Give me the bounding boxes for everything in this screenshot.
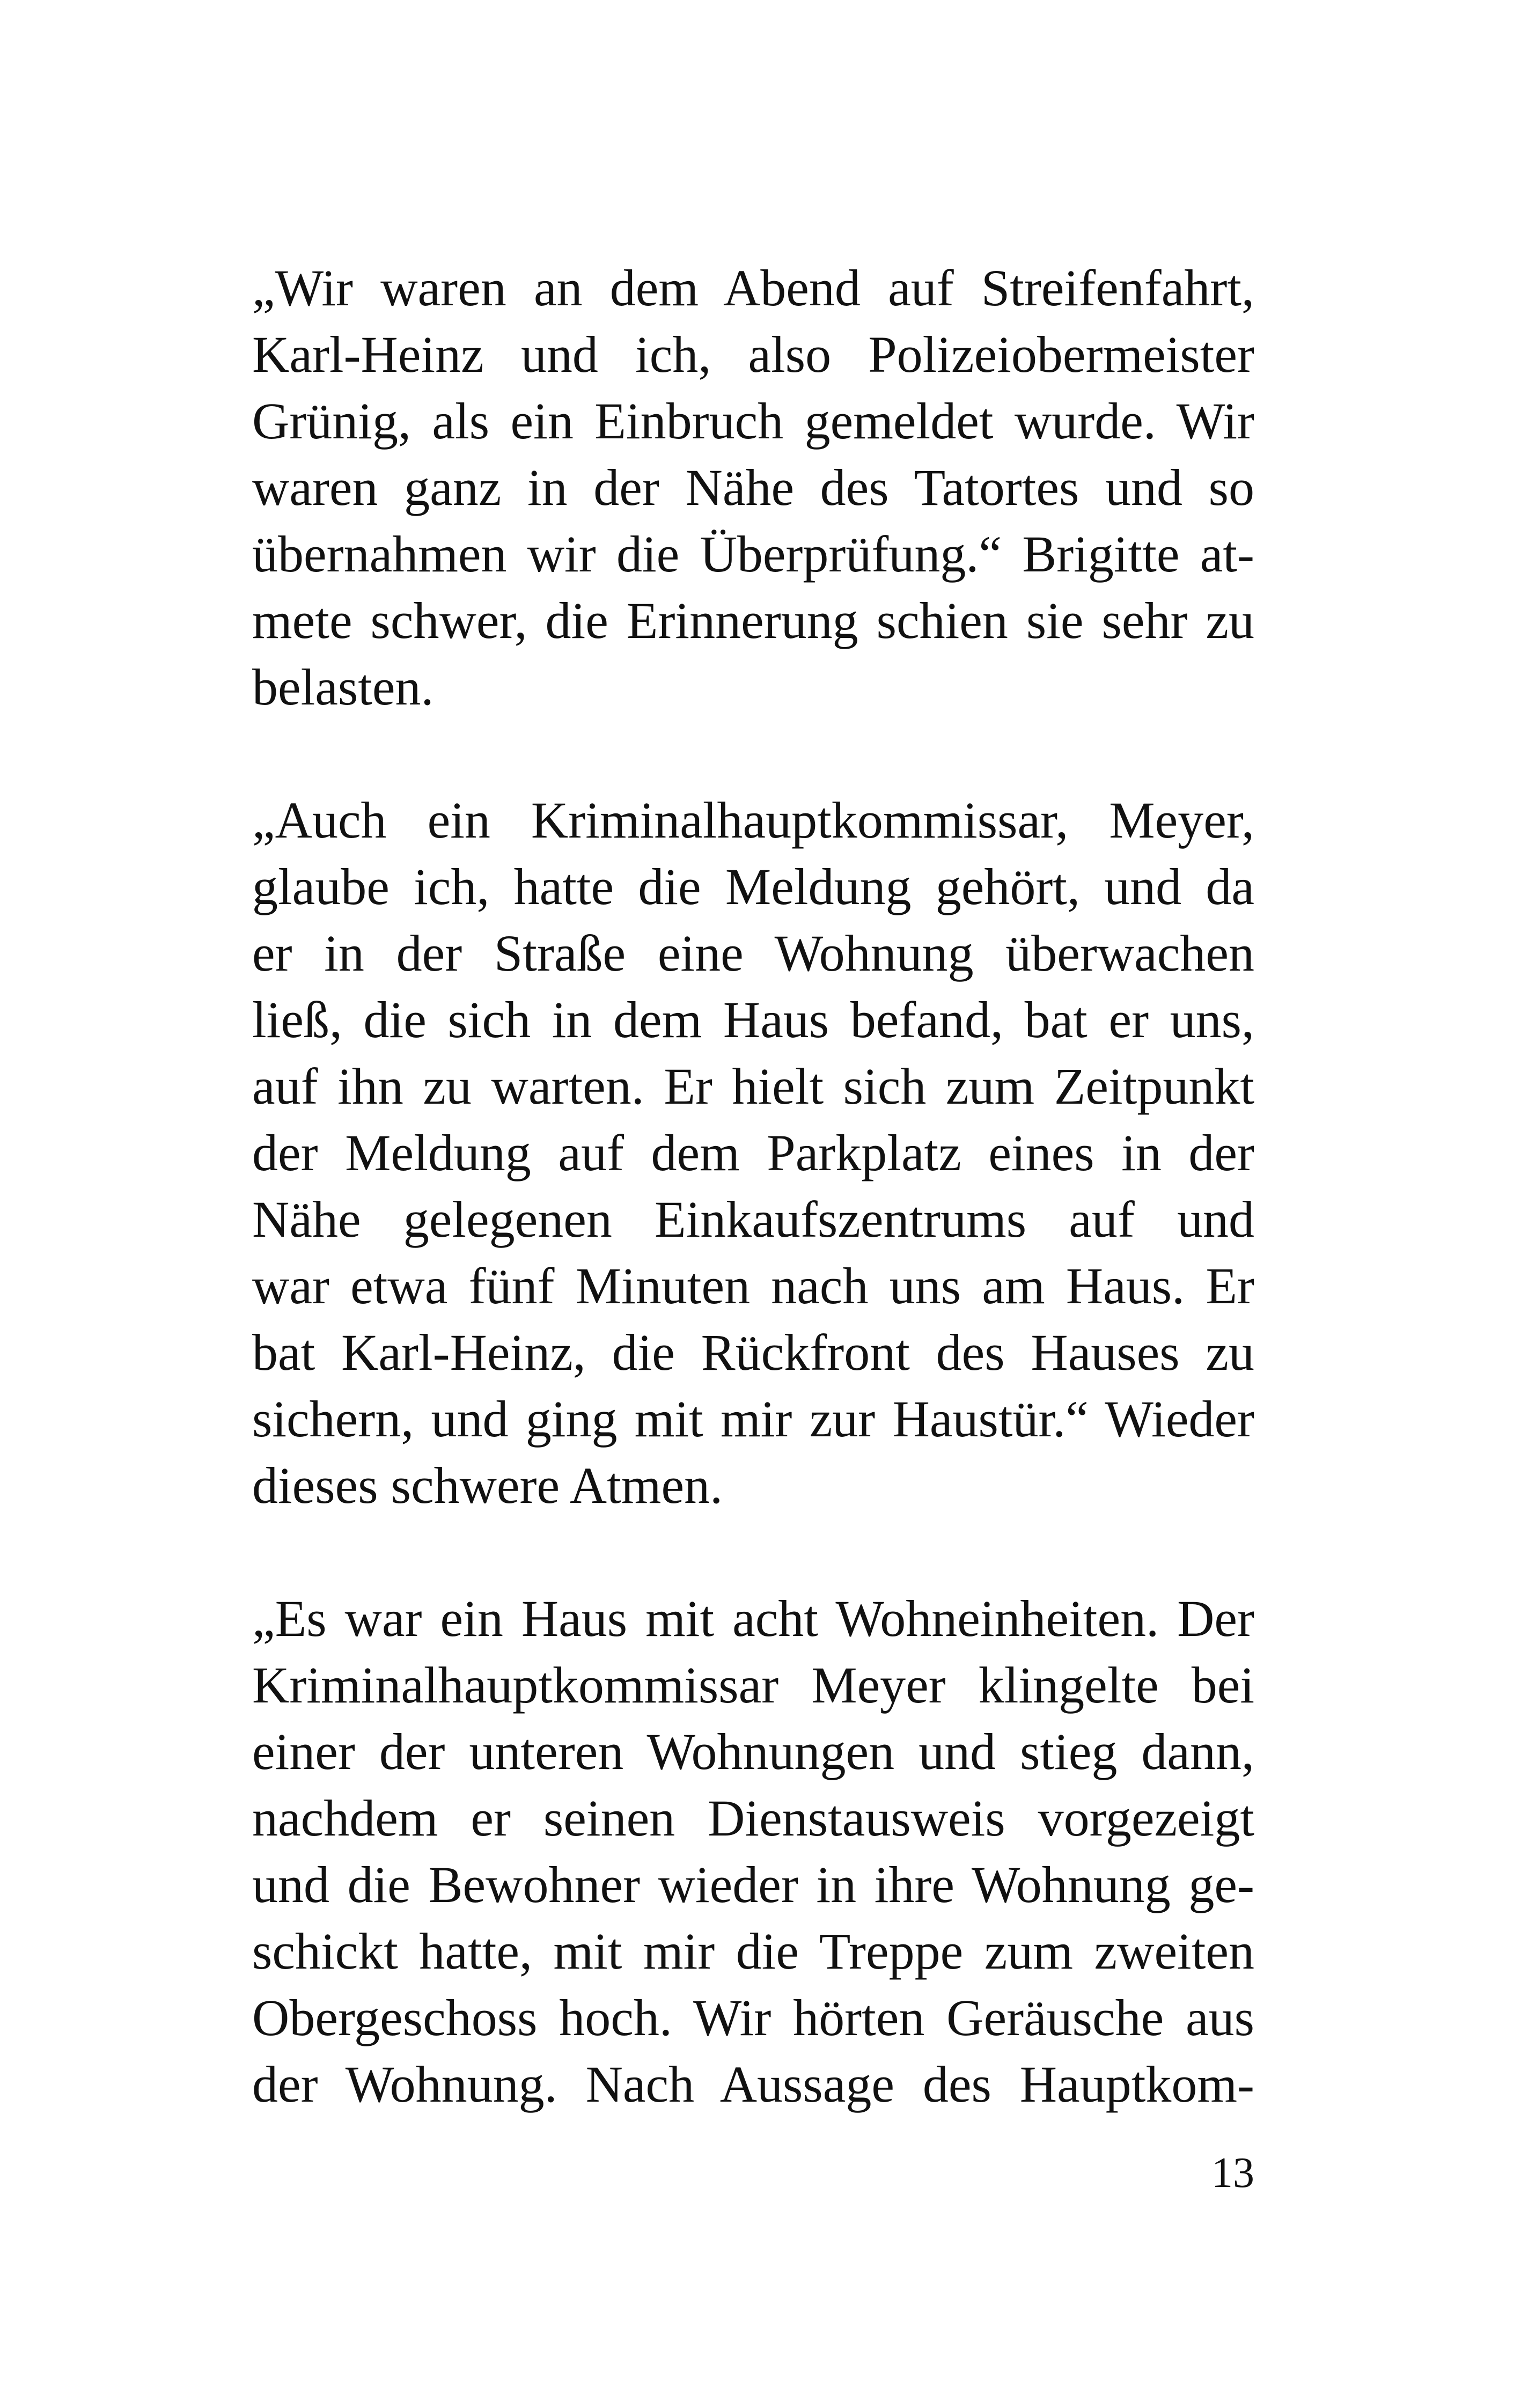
text-line: mete schwer, die Erinnerung schien sie sehr zu	[252, 592, 1254, 649]
text-line: Kriminalhauptkommissar Meyer klingelte bei	[252, 1656, 1254, 1714]
text-line: ließ, die sich in dem Haus befand, bat er uns,	[252, 991, 1254, 1048]
text-line: der Wohnung. Nach Aussage des Hauptkom-	[252, 2055, 1254, 2113]
text-line: er in der Straße eine Wohnung überwachen	[252, 924, 1254, 982]
paragraph-3	[252, 1585, 1254, 2118]
text-line: bat Karl-Heinz, die Rückfront des Hauses zu	[252, 1324, 1254, 1381]
paragraph-1	[252, 255, 1254, 721]
book-page-body	[252, 255, 1254, 2165]
text-line: „Wir waren an dem Abend auf Streifenfahrt,	[252, 259, 1254, 317]
page-number: 13	[1211, 2149, 1254, 2197]
text-line: Grünig, als ein Einbruch gemeldet wurde. Wir	[252, 392, 1254, 450]
text-line: war etwa fünf Minuten nach uns am Haus. Er	[252, 1257, 1254, 1315]
text-line: belasten.	[252, 658, 434, 716]
text-line: Obergeschoss hoch. Wir hörten Geräusche aus	[252, 1989, 1254, 2046]
text-line: schickt hatte, mit mir die Treppe zum zweiten	[252, 1922, 1254, 1980]
text-line: waren ganz in der Nähe des Tatortes und so	[252, 459, 1254, 516]
text-line: Karl-Heinz und ich, also Polizeiobermeister	[252, 326, 1254, 383]
text-line: „Es war ein Haus mit acht Wohneinheiten. Der	[252, 1590, 1254, 1647]
text-line: nachdem er seinen Dienstausweis vorgezeigt	[252, 1789, 1254, 1847]
paragraph-2	[252, 787, 1254, 1519]
text-line: der Meldung auf dem Parkplatz eines in der	[252, 1124, 1254, 1181]
text-line: sichern, und ging mit mir zur Haustür.“ Wieder	[252, 1390, 1254, 1448]
text-line: „Auch ein Kriminalhauptkommissar, Meyer,	[252, 791, 1254, 849]
text-line: auf ihn zu warten. Er hielt sich zum Zeitpunkt	[252, 1058, 1254, 1115]
text-line: einer der unteren Wohnungen und stieg dann,	[252, 1723, 1254, 1780]
text-line: dieses schwere Atmen.	[252, 1457, 723, 1514]
text-line: Nähe gelegenen Einkaufszentrums auf und	[252, 1191, 1254, 1248]
text-line: übernahmen wir die Überprüfung.“ Brigitte at-	[252, 525, 1254, 583]
text-line: glaube ich, hatte die Meldung gehört, und da	[252, 858, 1254, 915]
text-line: und die Bewohner wieder in ihre Wohnung ge-	[252, 1856, 1254, 1913]
